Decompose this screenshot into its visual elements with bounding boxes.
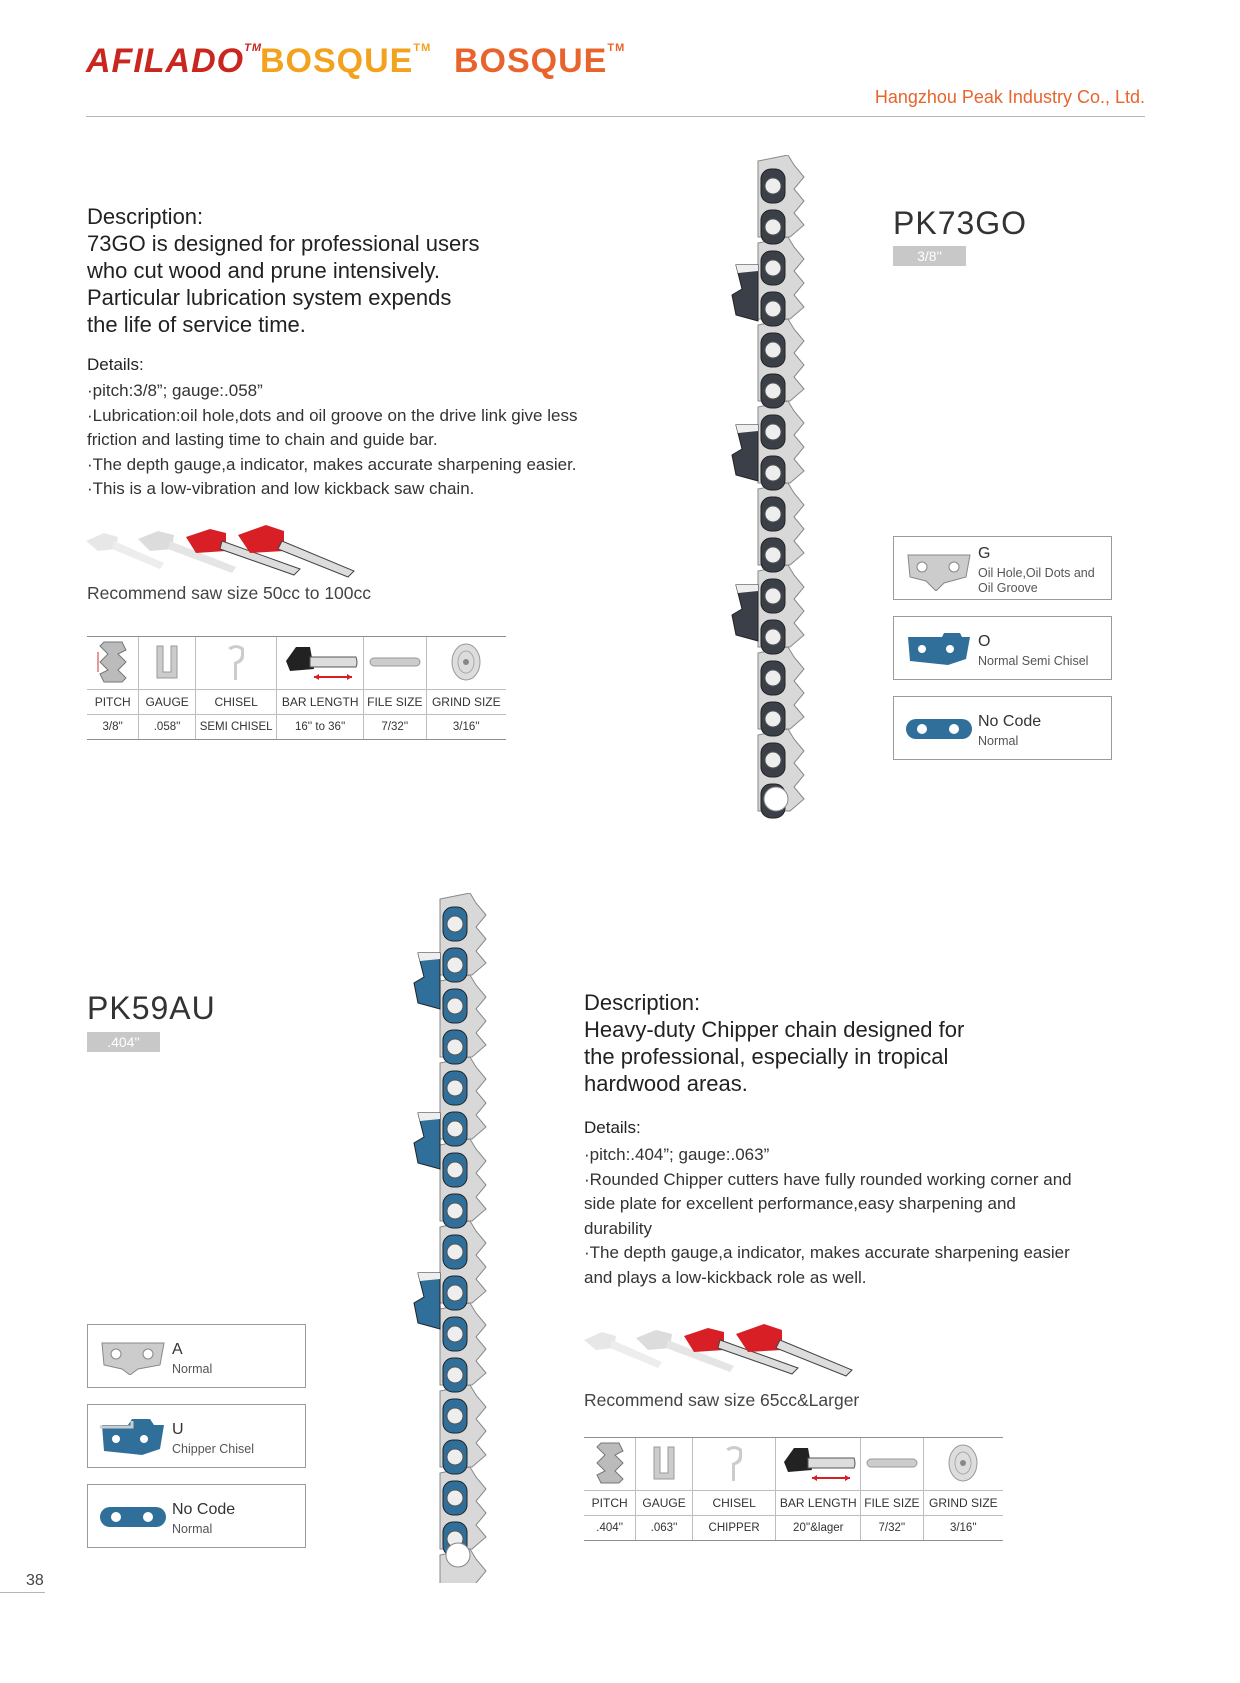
spec-value: 16'' to 36'' xyxy=(277,715,364,740)
bosque-logo-text: BOSQUE xyxy=(454,42,608,80)
afilado-logo xyxy=(86,42,262,81)
p2-description-line: Heavy-duty Chipper chain designed for xyxy=(584,1017,965,1042)
chain-cutter xyxy=(732,585,758,641)
bar-length-icon xyxy=(277,637,364,690)
p1-description-line: Particular lubrication system expends xyxy=(87,285,452,310)
chain-rivet xyxy=(765,629,781,645)
normal-link-icon xyxy=(904,715,974,743)
chain-rivet xyxy=(765,588,781,604)
normal-link-icon xyxy=(98,1503,168,1531)
chain-cutter xyxy=(732,425,758,481)
chain-rivet xyxy=(447,1408,463,1424)
code-desc-line: Normal Semi Chisel xyxy=(978,654,1089,668)
spec-value: 7/32'' xyxy=(363,715,426,740)
spec-header: FILE SIZE xyxy=(363,690,426,715)
p2-description-line: hardwood areas. xyxy=(584,1071,748,1096)
p1-description-line: who cut wood and prune intensively. xyxy=(87,258,441,283)
chain-rivet xyxy=(765,301,781,317)
p2-saw-size-icon xyxy=(584,1322,854,1378)
spec-header: BAR LENGTH xyxy=(277,690,364,715)
file-size-icon xyxy=(363,637,426,690)
p2-code-u xyxy=(87,1404,306,1468)
chain-rivet xyxy=(447,1326,463,1342)
normal-drive-link-icon xyxy=(98,1337,168,1375)
code-desc-line: Normal xyxy=(978,734,1019,748)
code-desc xyxy=(172,1522,212,1537)
code-desc xyxy=(172,1442,254,1457)
p1-chain-image xyxy=(728,155,838,827)
semi-chisel-link-icon xyxy=(904,631,974,667)
p2-model-name: PK59AU xyxy=(87,990,216,1026)
chain-rivet xyxy=(765,219,781,235)
p2-details-line: durability xyxy=(584,1218,653,1238)
chain-rivet xyxy=(447,1121,463,1137)
p2-description xyxy=(584,989,1104,1097)
p2-details-line: and plays a low-kickback role as well. xyxy=(584,1267,867,1287)
p1-details-line: ·pitch:3/8”; gauge:.058” xyxy=(87,381,263,400)
chain-rivet xyxy=(447,1203,463,1219)
chain-cutter xyxy=(414,1273,440,1329)
code-letter: U xyxy=(172,1421,184,1438)
pitch-icon xyxy=(584,1438,636,1491)
chain-rivet xyxy=(447,1285,463,1301)
chain-rivet xyxy=(447,1080,463,1096)
p1-code-g xyxy=(893,536,1112,600)
p2-description-title: Description: xyxy=(584,990,701,1015)
p2-details-title: Details: xyxy=(584,1118,641,1137)
oil-hole-link-icon xyxy=(904,547,974,591)
p1-details-title: Details: xyxy=(87,355,144,374)
chain-rivet xyxy=(447,1449,463,1465)
code-desc-line: Normal xyxy=(172,1522,213,1536)
grind-size-icon xyxy=(426,637,506,690)
chain-rivet xyxy=(447,998,463,1014)
gauge-icon xyxy=(139,637,196,690)
code-desc-line: Chipper Chisel xyxy=(172,1442,254,1456)
chain-rivet xyxy=(765,178,781,194)
chain-cutter xyxy=(414,1113,440,1169)
p1-saw-size-icon xyxy=(86,523,356,579)
p2-spec-table xyxy=(584,1437,1003,1541)
spec-header: BAR LENGTH xyxy=(776,1491,861,1516)
chisel-icon xyxy=(195,637,277,690)
chain-rivet xyxy=(447,1039,463,1055)
spec-header: GAUGE xyxy=(636,1491,692,1516)
chain-cutter xyxy=(732,265,758,321)
spec-value: 7/32'' xyxy=(861,1516,924,1541)
p2-recommend-size: Recommend saw size 65cc&Larger xyxy=(584,1390,860,1410)
p2-details-line: ·Rounded Chipper cutters have fully rounded working corner and xyxy=(584,1169,1072,1189)
spec-value: 20''&lager xyxy=(776,1516,861,1541)
code-desc-line: Normal xyxy=(172,1362,213,1376)
chain-rivet xyxy=(447,916,463,932)
spec-value: .063'' xyxy=(636,1516,692,1541)
bosque-red-logo xyxy=(454,42,625,81)
chain-rivet xyxy=(765,547,781,563)
spec-header: GAUGE xyxy=(139,690,196,715)
chain-end-hole xyxy=(764,787,788,811)
p1-description-line: 73GO is designed for professional users xyxy=(87,231,480,256)
spec-header: GRIND SIZE xyxy=(923,1491,1003,1516)
grind-size-icon xyxy=(923,1438,1003,1491)
code-desc-line: Oil Hole,Oil Dots and xyxy=(978,566,1095,580)
chain-rivet xyxy=(447,1162,463,1178)
code-letter: No Code xyxy=(978,713,1042,730)
p1-details-line: ·Lubrication:oil hole,dots and oil groove on the drive link give less xyxy=(87,405,578,425)
file-size-icon xyxy=(861,1438,924,1491)
chain-rivet xyxy=(765,752,781,768)
spec-header: CHISEL xyxy=(692,1491,776,1516)
company-name: Hangzhou Peak Industry Co., Ltd. xyxy=(874,87,1145,107)
p1-details-line: ·The depth gauge,a indicator, makes accurate sharpening easier. xyxy=(87,454,577,474)
p2-details-line: ·pitch:.404”; gauge:.063” xyxy=(584,1145,770,1164)
chain-cutter xyxy=(414,953,440,1009)
bosque-orange-logo xyxy=(260,42,431,81)
chain-rivet xyxy=(765,260,781,276)
pitch-icon xyxy=(87,637,139,690)
gauge-icon xyxy=(636,1438,692,1491)
trademark: TM xyxy=(413,42,432,54)
spec-value: 3/16'' xyxy=(923,1516,1003,1541)
p1-pitch-badge: 3/8'' xyxy=(893,246,966,266)
p2-code-none xyxy=(87,1484,306,1548)
p1-spec-table xyxy=(87,636,506,740)
bosque-logo-text: BOSQUE xyxy=(260,42,414,80)
spec-value: .404'' xyxy=(584,1516,636,1541)
header-rule xyxy=(86,116,1145,117)
spec-header: GRIND SIZE xyxy=(426,690,506,715)
chain-rivet xyxy=(765,670,781,686)
code-desc-line: Oil Groove xyxy=(978,581,1038,595)
chipper-chisel-link-icon xyxy=(98,1417,168,1457)
chain-rivet xyxy=(447,1490,463,1506)
p2-pitch-badge: .404'' xyxy=(87,1032,160,1052)
code-desc xyxy=(978,654,1088,669)
p2-code-a xyxy=(87,1324,306,1388)
spec-value: SEMI CHISEL xyxy=(195,715,277,740)
code-letter: O xyxy=(978,633,991,650)
spec-header: FILE SIZE xyxy=(861,1491,924,1516)
code-desc xyxy=(172,1362,212,1377)
p2-details-line: side plate for excellent performance,easy sharpening and xyxy=(584,1194,1016,1213)
chain-rivet xyxy=(447,1367,463,1383)
chain-rivet xyxy=(447,1244,463,1260)
chisel-icon xyxy=(692,1438,776,1491)
p1-description-line: the life of service time. xyxy=(87,312,306,337)
chain-rivet xyxy=(447,957,463,973)
spec-header: CHISEL xyxy=(195,690,277,715)
p1-model-name: PK73GO xyxy=(893,205,1028,241)
p1-description xyxy=(87,203,647,338)
spec-value: 3/8'' xyxy=(87,715,139,740)
code-letter: G xyxy=(978,545,991,562)
p2-chain-image xyxy=(410,893,520,1583)
spec-header: PITCH xyxy=(87,690,139,715)
p1-code-none xyxy=(893,696,1112,760)
afilado-logo-text: AFILADO xyxy=(86,42,245,80)
p1-details xyxy=(87,379,707,502)
page-number: 38 xyxy=(26,1572,44,1589)
p1-code-o xyxy=(893,616,1112,680)
spec-header: PITCH xyxy=(584,1491,636,1516)
p2-details-line: ·The depth gauge,a indicator, makes accurate sharpening easier xyxy=(584,1243,1070,1262)
code-letter: A xyxy=(172,1341,183,1358)
chain-rivet xyxy=(765,465,781,481)
spec-value: CHIPPER xyxy=(692,1516,776,1541)
chain-rivet xyxy=(765,342,781,358)
p1-details-line: friction and lasting time to chain and guide bar. xyxy=(87,430,438,449)
code-letter: No Code xyxy=(172,1501,236,1518)
chain-rivet xyxy=(765,383,781,399)
code-desc xyxy=(978,734,1018,749)
chain-rivet xyxy=(765,424,781,440)
chain-rivet xyxy=(765,506,781,522)
p2-description-line: the professional, especially in tropical xyxy=(584,1044,949,1069)
spec-value: 3/16'' xyxy=(426,715,506,740)
p1-description-title: Description: xyxy=(87,204,204,229)
p1-details-line: ·This is a low-vibration and low kickback saw chain. xyxy=(87,479,475,498)
spec-value: .058'' xyxy=(139,715,196,740)
chain-rivet xyxy=(765,711,781,727)
code-desc xyxy=(978,566,1095,596)
p2-details xyxy=(584,1143,1164,1290)
footer-rule xyxy=(0,1592,45,1593)
p1-recommend-size: Recommend saw size 50cc to 100cc xyxy=(87,583,372,603)
chain-end-hole xyxy=(446,1543,470,1567)
trademark: TM xyxy=(244,42,262,54)
trademark: TM xyxy=(607,42,626,54)
bar-length-icon xyxy=(776,1438,861,1491)
